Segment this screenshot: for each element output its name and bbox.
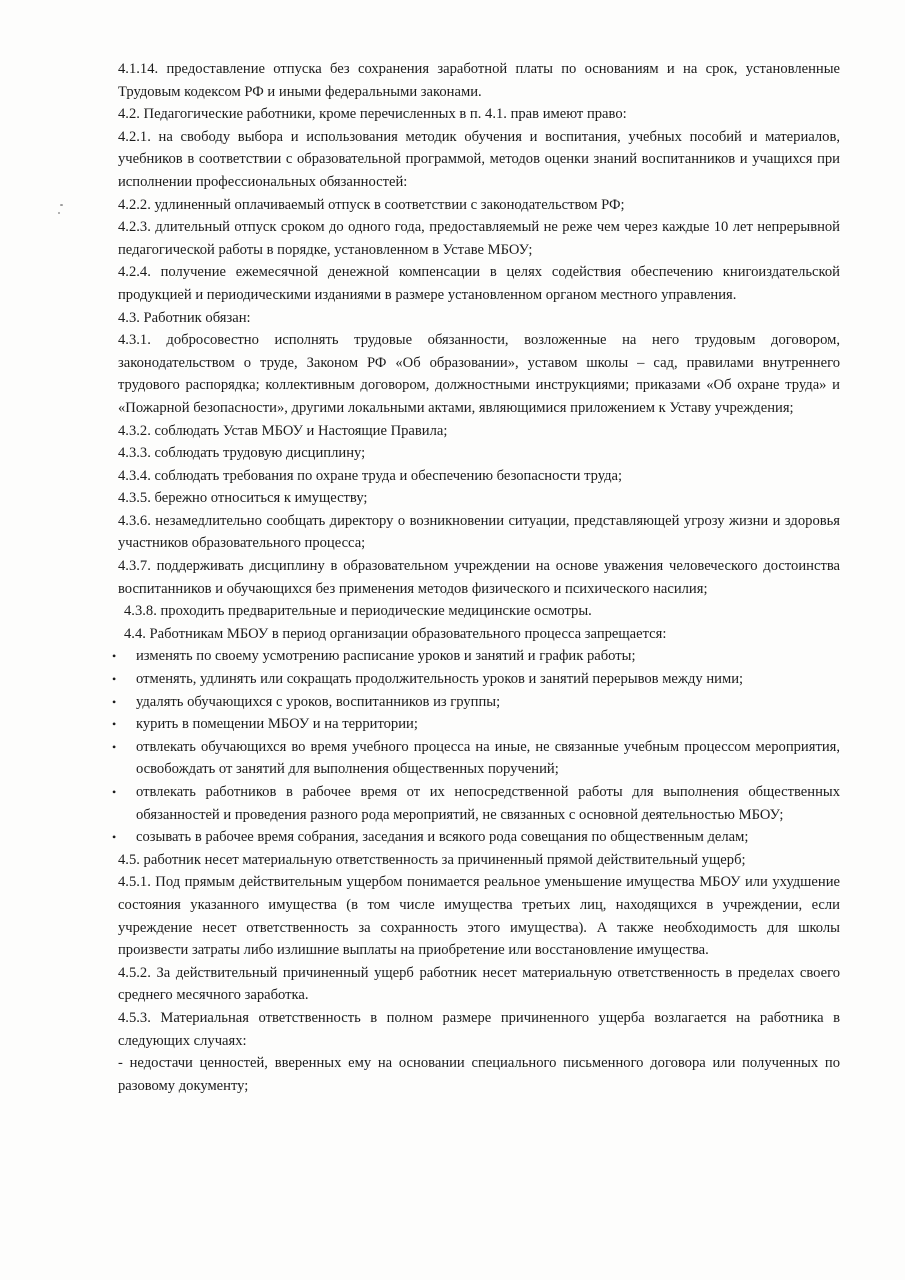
list-item	[110, 668, 840, 691]
bullet-icon: •	[112, 739, 117, 754]
bullet-icon: •	[112, 672, 117, 687]
paragraph-4-2-4: 4.2.4. получение ежемесячной денежной компенсации в целях содействия обеспечению книгоиздательской продукцией и периодическими изданиями в размере установленном органом местного управления.	[118, 264, 840, 303]
paragraph-4-5-3: 4.5.3. Материальная ответственность в полном размере причиненного ущерба возлагается на работника в следующих случаях:	[118, 1009, 840, 1049]
scan-speck	[58, 212, 60, 214]
paragraph-4-4: 4.4. Работникам МБОУ в период организации образовательного процесса запрещается:	[124, 625, 667, 642]
list-item-text: созывать в рабочее время собрания, заседания и всякого рода совещания по общественным делам;	[136, 829, 749, 846]
list-item	[110, 691, 840, 714]
paragraph-4-5: 4.5. работник несет материальную ответственность за причиненный прямой действительный ущерб;	[118, 851, 746, 868]
list-item	[110, 826, 840, 849]
list-item	[110, 736, 840, 781]
paragraph-4-3-8: 4.3.8. проходить предварительные и периодические медицинские осмотры.	[124, 603, 592, 620]
paragraph-4-5-2: 4.5.2. За действительный причиненный ущерб работник несет материальную ответственность в пределах своего среднего месячного заработка.	[118, 964, 840, 1004]
prohibitions-list	[110, 645, 840, 848]
paragraph-4-3-1: 4.3.1. добросовестно исполнять трудовые обязанности, возложенные на него трудовым договором, законодательством о труде, Законом РФ «Об образовании», уставом школы – сад, правилами внутреннего трудового распорядка; коллективным договором, должностными инструкциями; приказами «Об охране труда» и «Пожарной безопасности», другими локальными актами, являющимися приложением к Уставу учреждения;	[118, 332, 840, 416]
list-item	[110, 713, 840, 736]
list-item-text: отменять, удлинять или сокращать продолжительность уроков и занятий перерывов между ними;	[136, 671, 744, 688]
paragraph-4-2-2: 4.2.2. удлиненный оплачиваемый отпуск в соответствии с законодательством РФ;	[118, 196, 625, 213]
bullet-icon: •	[112, 694, 117, 709]
paragraph-shortage: - недостачи ценностей, вверенных ему на основании специального письменного договора или полученных по разовому документу;	[118, 1055, 840, 1094]
paragraph-4-3-3: 4.3.3. соблюдать трудовую дисциплину;	[118, 445, 366, 462]
list-item-text: отвлекать обучающихся во время учебного процесса на иные, не связанные учебным процессом мероприятия, освобождать от занятий для выполнения общественных поручений;	[136, 738, 840, 778]
list-item-text: изменять по своему усмотрению расписание уроков и занятий и график работы;	[136, 648, 636, 665]
list-item	[110, 645, 840, 668]
paragraph-4-2-1: 4.2.1. на свободу выбора и использования методик обучения и воспитания, учебных пособий и материалов, учебников в соответствии с образовательной программой, методов оценки знаний воспитанников и учащихся при исполнении профессиональных обязанностей:	[118, 128, 840, 190]
list-item	[110, 781, 840, 826]
bullet-icon: •	[112, 830, 117, 845]
bullet-icon: •	[112, 649, 117, 664]
list-item-text: удалять обучающихся с уроков, воспитанников из группы;	[136, 693, 501, 710]
paragraph-4-3-2: 4.3.2. соблюдать Устав МБОУ и Настоящие Правила;	[118, 422, 448, 439]
list-item-text: отвлекать работников в рабочее время от их непосредственной работы для выполнения общественных обязанностей и проведения разного рода мероприятий, не связанных с основной деятельностью МБОУ;	[136, 784, 840, 823]
paragraph-4-3-6: 4.3.6. незамедлительно сообщать директору о возникновении ситуации, представляющей угрозу жизни и здоровья участников образовательного процесса;	[118, 512, 840, 552]
paragraph-4-3-4: 4.3.4. соблюдать требования по охране труда и обеспечению безопасности труда;	[118, 467, 623, 484]
bullet-icon: •	[112, 785, 117, 799]
paragraph-4-3-5: 4.3.5. бережно относиться к имуществу;	[118, 490, 368, 507]
paragraph-4-3: 4.3. Работник обязан:	[118, 309, 251, 326]
scan-speck	[60, 204, 63, 206]
paragraph-4-3-7: 4.3.7. поддерживать дисциплину в образовательном учреждении на основе уважения человеческого достоинства воспитанников и обучающихся без применения методов физического и психического насилия;	[118, 558, 840, 597]
paragraph-4-2: 4.2. Педагогические работники, кроме перечисленных в п. 4.1. прав имеют право:	[118, 106, 627, 123]
document-body	[112, 58, 840, 1097]
paragraph-4-5-1: 4.5.1. Под прямым действительным ущербом понимается реальное уменьшение имущества МБОУ или ухудшение состояния указанного имущества (в том числе имущества третьих лиц, находящихся в учреждении, если учреждение несет ответственность за сохранность этого имущества). А также необходимость для школы произвести затраты либо излишние выплаты на приобретение или восстановление имущества.	[118, 874, 840, 959]
bullet-icon: •	[112, 717, 117, 732]
paragraph-4-1-14: 4.1.14. предоставление отпуска без сохранения заработной платы по основаниям и на срок, установленные Трудовым кодексом РФ и иными федеральными законами.	[118, 61, 840, 100]
paragraph-4-2-3: 4.2.3. длительный отпуск сроком до одного года, предоставляемый не реже чем через каждые 10 лет непрерывной педагогической работы в порядке, установленном в Уставе МБОУ;	[118, 219, 840, 258]
list-item-text: курить в помещении МБОУ и на территории;	[136, 716, 418, 733]
